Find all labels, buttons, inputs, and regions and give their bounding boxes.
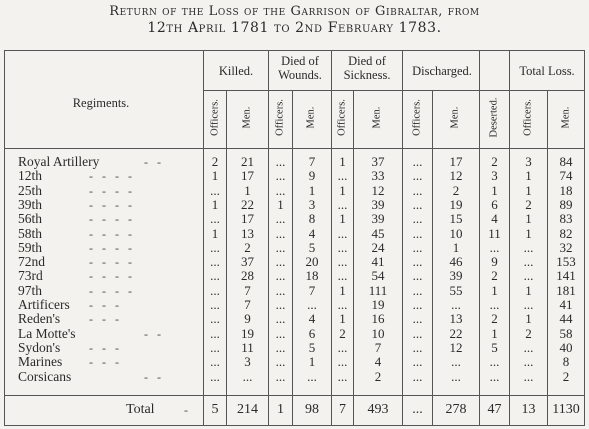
sickness-officers-cell: 1 [339,211,346,227]
wounds-officers-cell: ... [275,268,286,284]
regiment-name: Sydon's [18,339,61,355]
total-officers-cell: ... [523,254,534,270]
killed-officers-cell: ... [210,239,220,255]
sickness-officers-cell: ... [337,168,348,184]
killed-men-cell: 28 [241,268,254,284]
total-officers-cell: 3 [525,154,532,169]
wounds-officers-cell: ... [275,368,286,384]
table-row [4,355,585,369]
leader-dashes: - - - - [89,240,132,255]
wounds-officers-cell: ... [275,311,286,327]
discharged-men-cell: ... [451,368,461,384]
total-officers-cell: ... [523,268,534,284]
discharged-men-cell: 17 [449,154,463,169]
killed-officers-cell: 1 [211,225,219,241]
regiment-name: Artificers [18,297,70,312]
leader-dashes: - - - [89,340,119,355]
regiment-name: Marines [18,354,63,370]
sickness-officers-cell: 1 [339,154,346,169]
discharged-officers-cell: ... [412,196,423,212]
killed-officers-cell: ... [210,325,220,341]
leader-dashes: - - - - [89,226,132,241]
killed-officers-cell: 2 [211,154,219,169]
total-sickness-men-cell: 493 [367,402,389,417]
sickness-men-cell: 33 [371,168,385,184]
discharged-officers-cell: ... [412,368,423,384]
total-discharged-men-cell: 278 [445,402,467,417]
sickness-officers-cell: ... [337,239,348,255]
sickness-men-cell: 24 [371,239,385,255]
wounds-men-cell: 5 [308,339,316,355]
deserted-cell: 1 [491,182,498,198]
killed-officers-header: Officers. [209,99,221,136]
killed-header: Killed. [218,64,254,78]
total-wounds-men-cell: 98 [305,402,319,417]
wounds-men-cell: ... [307,297,317,312]
discharged-men-cell: 13 [449,311,463,327]
title-line-2: 12th April 1781 to 2nd February 1783. [147,20,442,36]
total-men-cell: 44 [559,311,573,327]
killed-men-cell: 7 [244,282,251,298]
table-row [4,169,585,183]
killed-officers-cell: ... [210,339,220,355]
wounds-officers-cell: ... [275,354,286,370]
total-men-cell: 58 [559,325,573,341]
total-men-cell: 74 [559,168,573,184]
total-killed-men-cell: 214 [237,402,258,417]
sickness-men-cell: 111 [368,282,388,298]
total-officers-cell: 1 [525,225,532,241]
table-row [4,241,585,255]
wounds-officers-cell: ... [275,239,286,255]
regiment-name: Corsicans [18,368,72,384]
wounds-officers-cell: ... [275,325,286,341]
discharged-men-cell: 10 [449,225,463,241]
discharged-officers-cell: ... [412,297,423,312]
wounds-officers-cell: ... [275,297,286,312]
wounds-officers-cell: 1 [277,196,284,212]
wounds-officers-cell: ... [275,254,286,270]
died-wounds-header: Died of Wounds. [278,54,322,82]
discharged-officers-cell: ... [412,325,423,341]
killed-officers-cell: ... [210,268,220,284]
regiment-name: 56th [18,211,43,227]
table-row [4,155,585,169]
sickness-men-cell: 2 [374,368,382,384]
regiment-name: 73rd [18,268,43,284]
wounds-men-cell: 8 [308,211,316,227]
leader-dashes: - - - - [89,183,132,198]
discharged-officers-cell: ... [412,268,423,284]
table-row [4,298,585,312]
sickness-officers-cell: ... [337,354,348,370]
killed-officers-cell: 1 [211,196,219,212]
discharged-officers-cell: ... [412,282,423,298]
killed-officers-cell: ... [210,182,220,198]
sickness-officers-header: Officers. [336,99,348,136]
table-row [4,341,585,355]
sickness-officers-cell: ... [337,339,348,355]
wounds-officers-header: Officers. [274,99,286,136]
discharged-officers-cell: ... [412,211,423,227]
sickness-officers-cell: 1 [339,311,346,327]
wounds-men-cell: 18 [305,268,319,284]
table-row [4,327,585,341]
sickness-officers-cell: ... [337,196,348,212]
discharged-officers-cell: ... [412,154,423,169]
wounds-officers-cell: ... [275,182,286,198]
total-men-cell: 89 [559,196,573,212]
deserted-cell: 3 [491,168,498,184]
killed-officers-cell: ... [210,368,220,384]
page-title [0,3,589,37]
total-men-cell: 141 [556,268,576,284]
leader-dashes: - - - - [89,269,132,284]
sickness-officers-cell: ... [337,368,348,384]
total-men-header: Men. [560,106,572,129]
total-row [4,403,585,417]
killed-men-cell: 22 [241,196,254,212]
table-row [4,184,585,198]
sickness-men-cell: 10 [371,325,385,341]
table-row [4,198,585,212]
total-label: Total [126,402,155,417]
wounds-men-cell: ... [307,368,317,384]
killed-men-cell: 1 [244,182,251,198]
deserted-cell: 6 [491,196,498,212]
total-men-cell: 181 [556,282,576,298]
discharged-men-cell: 39 [449,268,463,284]
killed-men-cell: 21 [241,154,254,169]
leader-dashes: - - - - [89,169,132,184]
killed-men-cell: 37 [241,254,254,270]
total-top-rule [4,395,585,396]
table-top-rule [4,50,585,51]
total-total-officers-cell: 13 [521,402,536,417]
total-officers-cell: ... [523,297,534,312]
discharged-men-cell: ... [451,297,461,312]
discharged-officers-cell: ... [412,311,423,327]
sickness-men-cell: 12 [371,182,385,198]
total-officers-cell: 1 [525,311,532,327]
title-line-1: Return of the Loss of the Garrison of Gibraltar, from [109,4,480,19]
sickness-men-cell: 39 [371,211,385,227]
total-officers-cell: 2 [525,325,532,341]
loss-table [4,50,585,426]
discharged-men-cell: 12 [449,168,463,184]
wounds-officers-cell: ... [275,225,286,241]
discharged-men-cell: ... [451,354,461,370]
regiment-name: 39th [18,196,43,212]
wounds-men-header: Men. [305,106,317,129]
sickness-officers-cell: 1 [339,282,346,298]
total-men-cell: 84 [559,154,573,169]
discharged-officers-header: Officers. [411,99,423,136]
sickness-men-cell: 41 [371,254,385,270]
regiment-name: 12th [18,168,43,184]
killed-men-cell: 3 [244,354,251,370]
leader-dashes: - - - - [89,283,132,298]
killed-men-cell: 17 [241,168,254,184]
sickness-officers-cell: ... [337,225,348,241]
killed-men-cell: 9 [244,311,251,327]
discharged-men-cell: 15 [449,211,463,227]
discharged-header: Discharged. [412,64,472,78]
total-dash: - [184,403,188,417]
deserted-cell: ... [489,239,500,255]
leader-dashes: - - [144,326,161,341]
total-men-cell: 18 [559,182,573,198]
total-officers-cell: 1 [525,211,532,227]
table-row [4,370,585,384]
regiment-name: 72nd [18,254,45,270]
killed-officers-cell: ... [210,254,220,270]
table-row [4,255,585,269]
total-officers-cell: 1 [525,168,532,184]
deserted-cell: 1 [491,325,498,341]
regiment-name: 97th [18,282,43,298]
total-men-cell: 153 [556,254,576,270]
killed-men-cell: 13 [241,225,254,241]
discharged-officers-cell: ... [412,168,423,184]
deserted-cell: 1 [491,282,498,298]
leader-dashes: - - - [89,355,119,370]
killed-men-cell: 17 [241,211,254,227]
leader-dashes: - - - - [89,197,132,212]
leader-dashes: - - [144,155,161,169]
regiment-name: 58th [18,225,43,241]
leader-dashes: - - - [89,298,119,312]
total-loss-header: Total Loss. [519,64,575,78]
sickness-officers-cell: 2 [339,325,346,341]
leader-dashes: - - - [89,312,119,327]
discharged-men-cell: 46 [449,254,463,270]
total-officers-cell: 1 [525,182,532,198]
total-officers-cell: ... [523,239,534,255]
wounds-officers-cell: ... [275,211,286,227]
deserted-header: Deserted. [488,97,500,138]
sickness-men-cell: 54 [371,268,385,284]
killed-officers-cell: ... [210,354,220,370]
wounds-men-cell: 7 [308,154,316,169]
wounds-men-cell: 6 [308,325,316,341]
wounds-men-cell: 1 [308,354,316,370]
total-men-cell: 8 [562,354,570,370]
total-men-cell: 82 [559,225,573,241]
wounds-officers-cell: ... [275,339,286,355]
wounds-men-cell: 3 [308,196,316,212]
wounds-men-cell: 9 [308,168,316,184]
deserted-cell: 2 [491,154,498,169]
total-men-cell: 2 [562,368,570,384]
wounds-men-cell: 7 [308,282,316,298]
discharged-men-cell: 19 [449,196,463,212]
wounds-men-cell: 5 [308,239,316,255]
sickness-men-cell: 19 [371,297,385,312]
killed-officers-cell: ... [210,297,220,312]
total-officers-cell: ... [523,354,534,370]
leader-dashes: - - - - [89,255,132,270]
died-sickness-header: Died of Sickness. [343,54,391,82]
table-row [4,269,585,283]
killed-officers-cell: 1 [211,168,219,184]
total-men-cell: 83 [559,211,573,227]
regiment-name: La Motte's [18,325,76,341]
killed-officers-cell: ... [210,211,220,227]
sickness-officers-cell: 1 [339,182,346,198]
deserted-cell: ... [489,368,500,384]
total-total-men-cell: 1130 [552,402,580,417]
total-officers-cell: 1 [525,282,532,298]
discharged-men-cell: 55 [449,282,463,298]
deserted-cell: 4 [491,211,498,227]
discharged-officers-cell: ... [412,254,423,270]
deserted-cell: 9 [491,254,498,270]
total-men-cell: 41 [559,297,573,312]
discharged-officers-cell: ... [412,182,423,198]
group-header-rule [203,90,585,91]
leader-dashes: - - [144,369,161,384]
total-sickness-officers-cell: 7 [339,402,346,417]
killed-men-cell: 11 [241,339,254,355]
wounds-men-cell: 4 [308,225,316,241]
table-row [4,284,585,298]
total-deserted-cell: 47 [487,402,502,417]
total-officers-header: Officers. [522,99,534,136]
wounds-officers-cell: ... [275,154,286,169]
sickness-officers-cell: ... [337,297,348,312]
total-wounds-officers-cell: 1 [277,402,284,417]
discharged-officers-cell: ... [412,339,423,355]
total-discharged-officers-cell: ... [412,402,423,417]
discharged-men-header: Men. [449,106,461,129]
sickness-men-cell: 4 [374,354,382,370]
regiment-name: 25th [18,182,43,198]
killed-men-cell: 7 [244,297,251,312]
deserted-cell: 2 [491,268,498,284]
discharged-officers-cell: ... [412,354,423,370]
regiment-name: Reden's [18,311,61,327]
sickness-men-cell: 39 [371,196,385,212]
discharged-men-cell: 2 [452,182,460,198]
deserted-cell: 5 [491,339,498,355]
discharged-men-cell: 1 [452,239,460,255]
sickness-men-header: Men. [371,106,383,129]
wounds-men-cell: 1 [308,182,316,198]
sickness-men-cell: 7 [374,339,382,355]
total-officers-cell: 2 [525,196,532,212]
deserted-cell: 11 [488,225,501,241]
wounds-officers-cell: ... [275,282,286,298]
deserted-cell: ... [489,297,500,312]
sickness-officers-cell: ... [337,268,348,284]
total-officers-cell: ... [523,339,534,355]
discharged-men-cell: 22 [449,325,463,341]
killed-men-cell: 2 [244,239,251,255]
discharged-officers-cell: ... [412,239,423,255]
deserted-cell: 2 [491,311,498,327]
killed-men-header: Men. [241,106,253,129]
sickness-officers-cell: ... [337,254,348,270]
sickness-men-cell: 45 [371,225,385,241]
total-men-cell: 32 [559,239,573,255]
wounds-officers-cell: ... [275,168,286,184]
header-bottom-rule [4,148,585,149]
table-row [4,227,585,241]
killed-officers-cell: ... [210,282,220,298]
killed-men-cell: 19 [241,325,254,341]
leader-dashes: - - - - [89,212,132,227]
total-men-cell: 40 [559,339,573,355]
regiments-header: Regiments. [72,96,130,110]
wounds-men-cell: 4 [308,311,316,327]
killed-officers-cell: ... [210,311,220,327]
killed-men-cell: ... [242,368,253,384]
total-officers-cell: ... [523,368,534,384]
table-row [4,212,585,226]
regiment-name: Royal Artillery [18,154,100,169]
sickness-men-cell: 16 [371,311,385,327]
table-bottom-rule [4,425,585,426]
total-killed-officers-cell: 5 [211,402,219,417]
sickness-men-cell: 37 [371,154,385,169]
table-row [4,312,585,326]
discharged-officers-cell: ... [412,225,423,241]
discharged-men-cell: 12 [449,339,463,355]
wounds-men-cell: 20 [305,254,319,270]
deserted-cell: ... [489,354,500,370]
regiment-name: 59th [18,239,43,255]
